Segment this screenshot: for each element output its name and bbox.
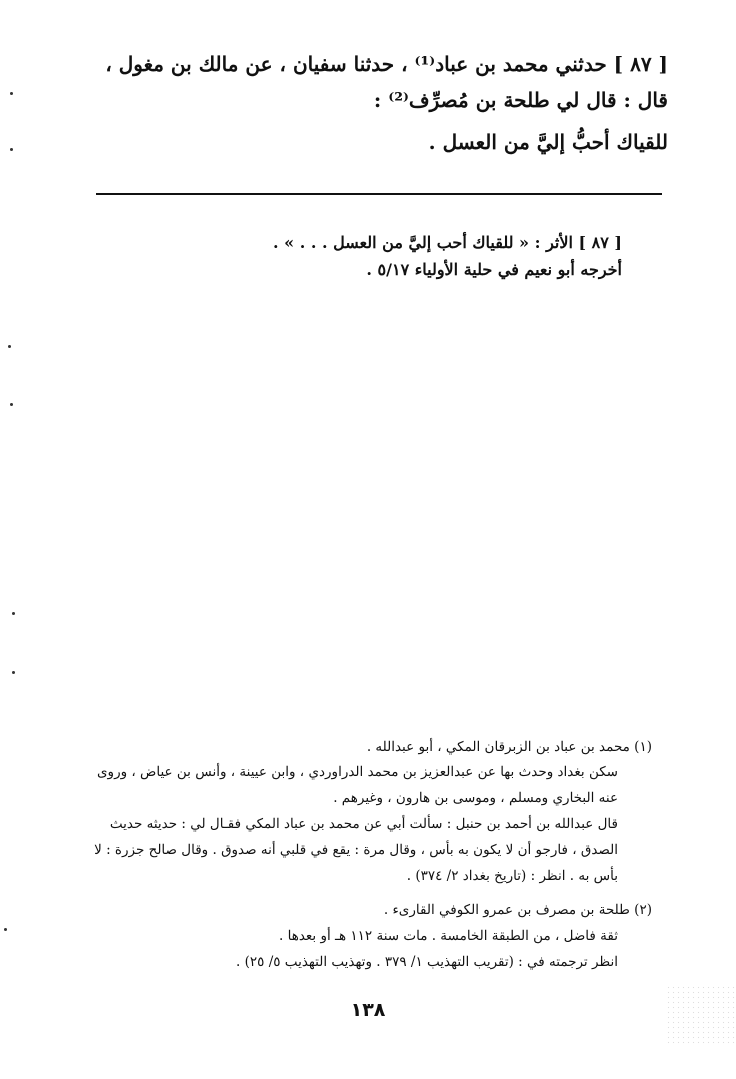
- page-number: ١٣٨: [350, 999, 386, 1021]
- scan-noise: [666, 985, 736, 1045]
- footnote-2-line-1: (٢) طلحة بن مصرف بن عمرو الكوفي القارىء .: [383, 902, 652, 918]
- takhrij-line-1: [ ٨٧ ] الأثر : « للقياك أحب إليَّ من العسل . . . » .: [273, 233, 622, 252]
- scan-dot: [12, 612, 15, 615]
- scan-dot: [8, 345, 11, 348]
- footnote-1-line-5: الصدق ، فارجو أن لا يكون به بأس ، وقال مرة : يقع في قلبي أنه صدوق . وقال صالح جزرة : لا: [94, 842, 618, 858]
- separator-rule: [96, 193, 662, 195]
- footnote-1-line-4: قال عبدالله بن أحمد بن حنبل : سألت أبي عن محمد بن عباد المكي فقـال لي : حديثه حديث: [109, 816, 618, 832]
- takhrij-line-2: أخرجه أبو نعيم في حلية الأولياء ٥/١٧ .: [366, 260, 622, 279]
- scan-dot: [12, 671, 15, 674]
- footnote-1-line-2: سكن بغداد وحدث بها عن عبدالعزيز بن محمد الدراوردي ، وابن عيينة ، وأنس بن عياض ، وروى: [96, 764, 618, 780]
- footnote-2-line-2: ثقة فاضل ، من الطبقة الخامسة . مات سنة ١١٢ هـ أو بعدها .: [279, 928, 618, 944]
- scan-dot: [10, 148, 13, 151]
- narration-line-2: قال : قال لي طلحة بن مُصرِّف⁽²⁾ :: [373, 88, 668, 112]
- footnote-1-line-1: (١) محمد بن عباد بن الزبرقان المكي ، أبو عبدالله .: [366, 739, 652, 755]
- footnote-1-line-6: بأس به . انظر : (تاريخ بغداد ٢/ ٣٧٤) .: [406, 868, 618, 884]
- narration-line-3: للقياك أحبُّ إليَّ من العسل .: [428, 130, 668, 154]
- scan-dot: [10, 92, 13, 95]
- scan-dot: [4, 928, 7, 931]
- narration-line-1: [ ٨٧ ] حدثني محمد بن عباد⁽¹⁾ ، حدثنا سفيان ، عن مالك بن مغول ،: [105, 52, 668, 76]
- footnote-2-line-3: انظر ترجمته في : (تقريب التهذيب ١/ ٣٧٩ . وتهذيب التهذيب ٥/ ٢٥) .: [236, 954, 618, 970]
- scan-dot: [10, 403, 13, 406]
- footnote-1-line-3: عنه البخاري ومسلم ، وموسى بن هارون ، وغيرهم .: [333, 790, 618, 806]
